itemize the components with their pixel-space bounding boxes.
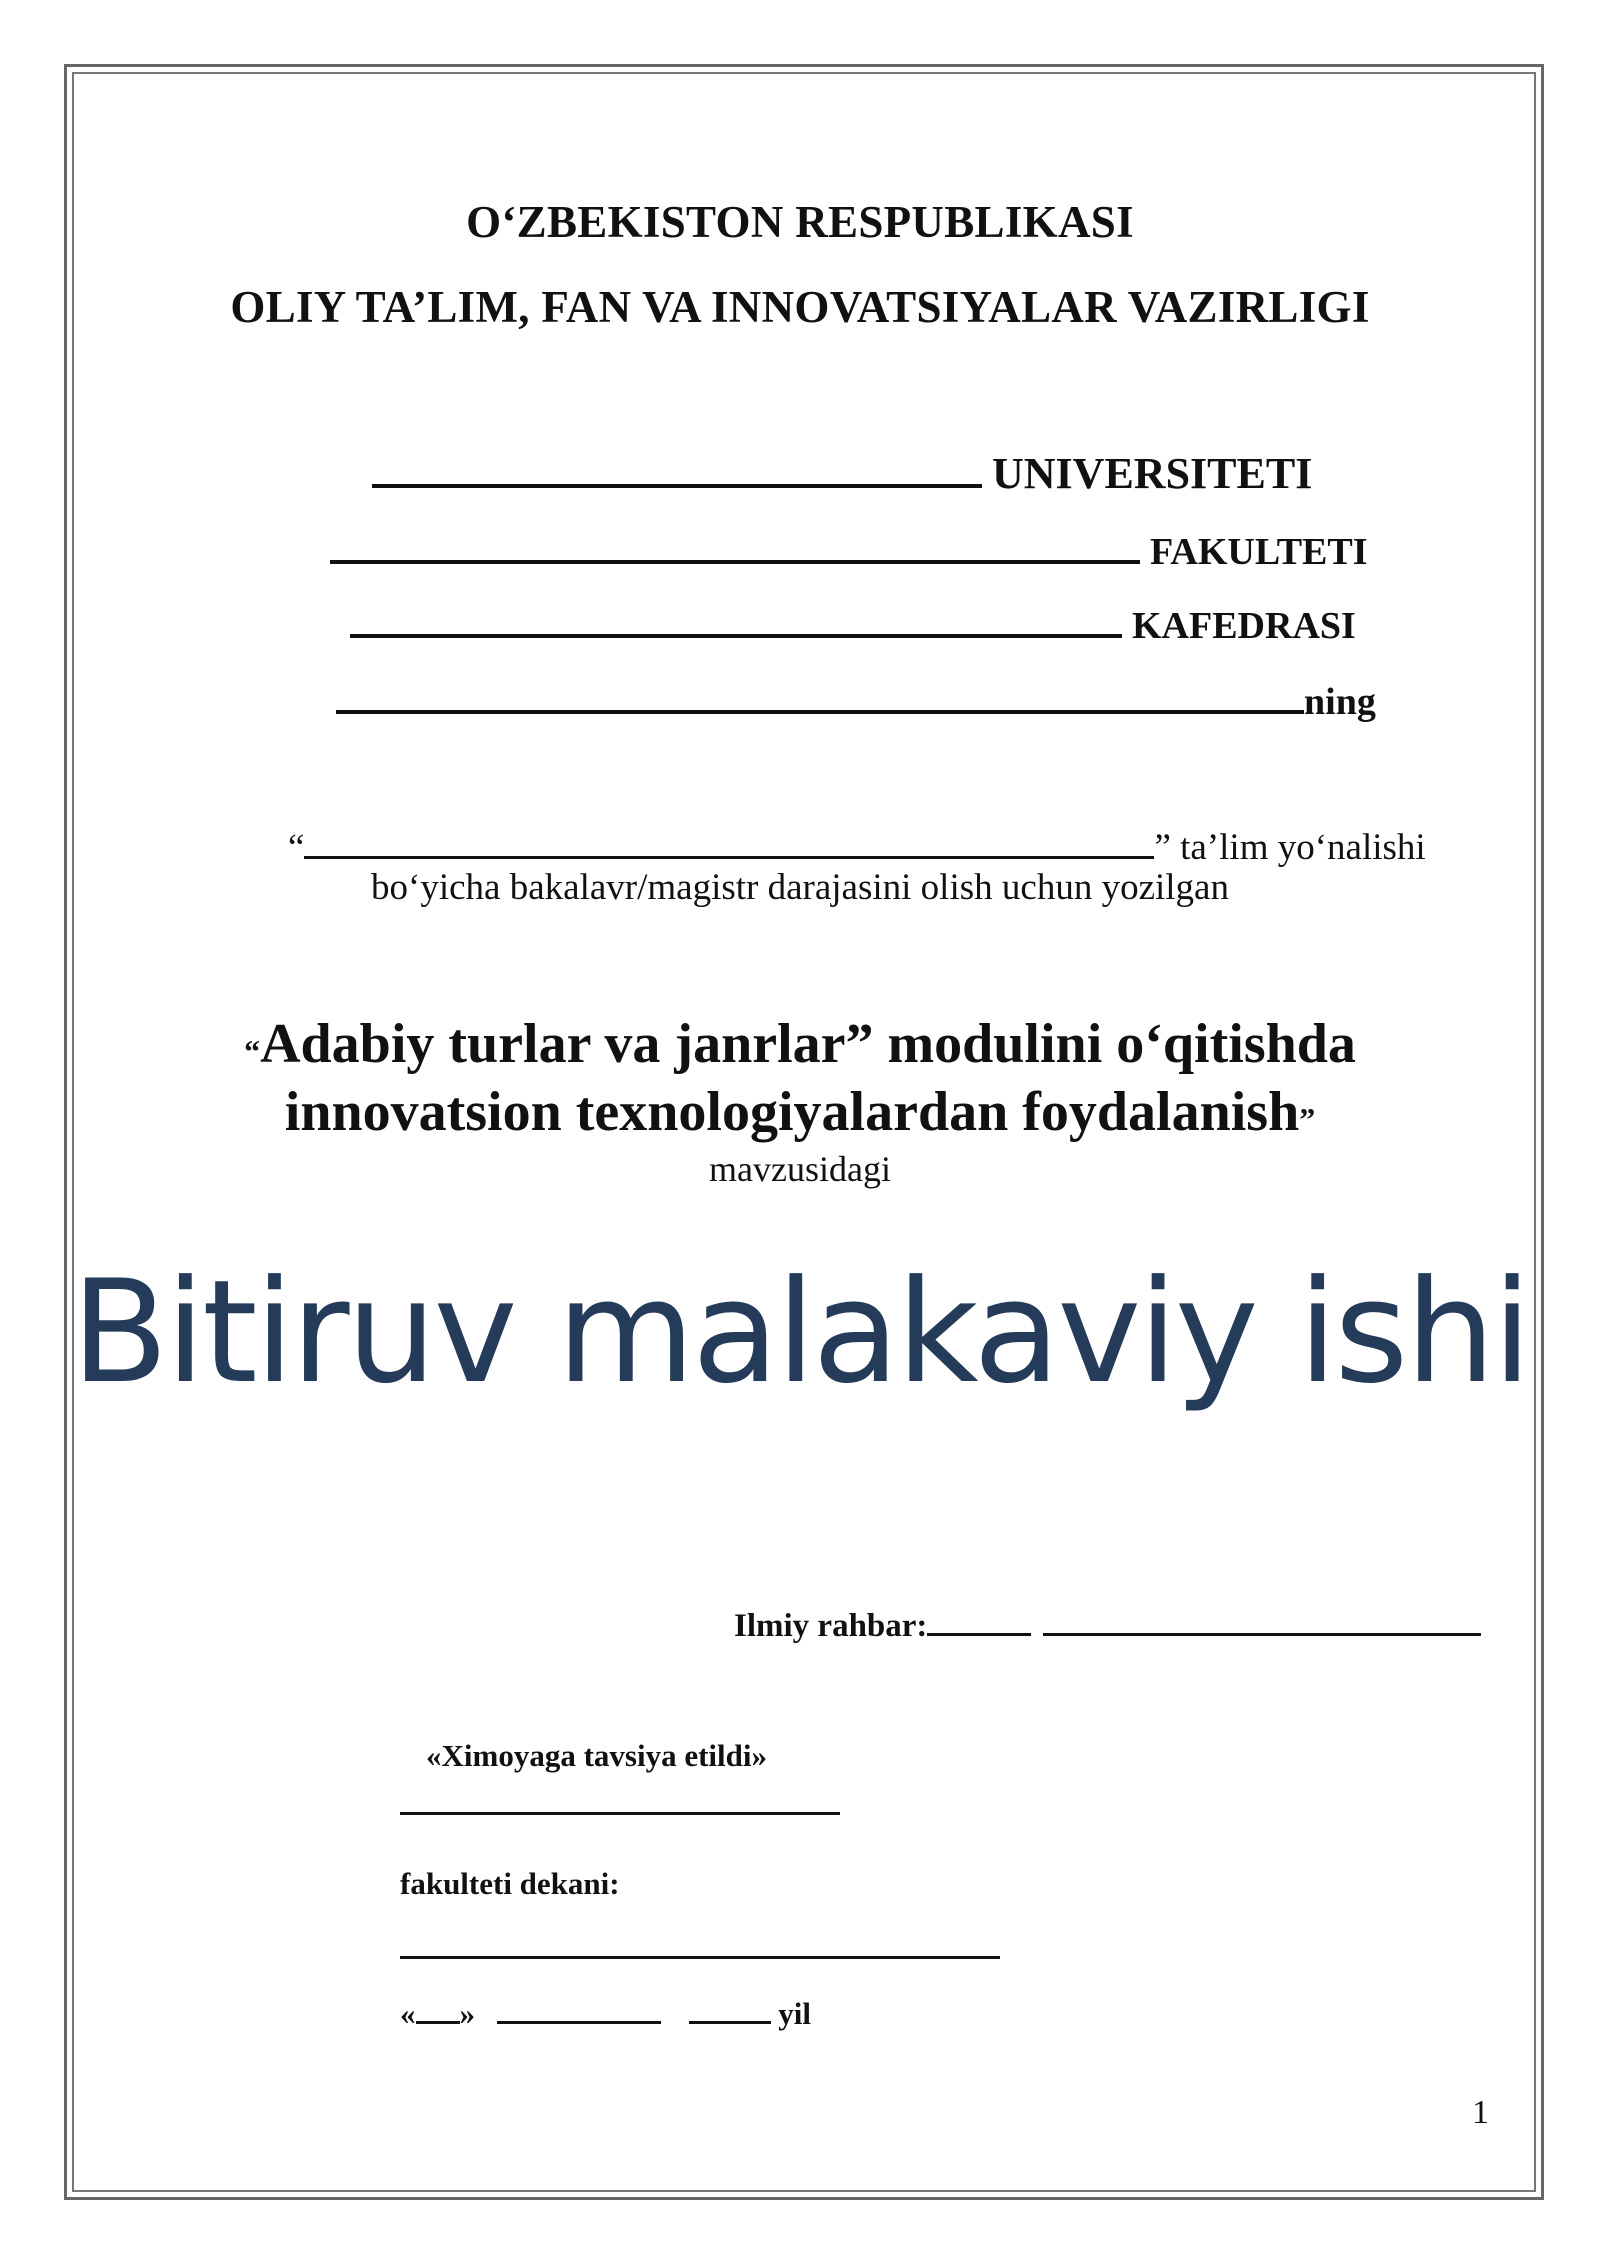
date-month-blank xyxy=(497,2020,661,2024)
university-row xyxy=(372,448,1312,499)
topic-open-quote: “ xyxy=(244,1033,261,1069)
faculty-name-blank xyxy=(400,1812,840,1815)
faculty-label: FAKULTETI xyxy=(1150,531,1368,573)
university-blank xyxy=(372,483,982,488)
university-label: UNIVERSITETI xyxy=(992,449,1313,498)
country-heading: O‘ZBEKISTON RESPUBLIKASI xyxy=(466,197,1134,247)
student-blank xyxy=(336,709,1304,714)
dean-signature-blank xyxy=(400,1956,1000,1959)
direction-open-quote: “ xyxy=(288,827,305,868)
direction-row xyxy=(288,826,1426,869)
direction-label: ” ta’lim yo‘nalishi xyxy=(1154,827,1426,868)
topic-text-1: Adabiy turlar va janrlar” modulini o‘qitishda xyxy=(260,1013,1356,1075)
date-row xyxy=(400,1996,811,2032)
degree-purpose: bo‘yicha bakalavr/magistr darajasini olish uchun yozilgan xyxy=(371,867,1229,908)
student-suffix: ning xyxy=(1304,681,1376,723)
department-label: KAFEDRASI xyxy=(1132,605,1356,647)
topic-subtitle: mavzusidagi xyxy=(709,1149,891,1189)
date-open-quote: « xyxy=(400,1996,416,2031)
date-close-quote: » xyxy=(459,1996,475,2031)
year-label: yil xyxy=(778,1996,811,2031)
dean-label: fakulteti dekani: xyxy=(400,1866,620,1901)
department-row xyxy=(350,604,1356,648)
recommended-label: «Ximoyaga tavsiya etildi» xyxy=(426,1738,767,1773)
faculty-row xyxy=(330,530,1368,574)
student-row xyxy=(336,680,1376,724)
direction-blank xyxy=(304,855,1154,859)
ministry-heading: OLIY TA’LIM, FAN VA INNOVATSIYALAR VAZIRLIGI xyxy=(230,282,1370,332)
department-blank xyxy=(350,633,1122,638)
faculty-blank xyxy=(330,559,1140,564)
work-type-title: Bitiruv malakaviy ishi xyxy=(71,1250,1529,1415)
topic-close-quote: ” xyxy=(1299,1101,1316,1137)
page-number: 1 xyxy=(1472,2094,1489,2131)
supervisor-label: Ilmiy rahbar: xyxy=(734,1608,928,1644)
date-year-blank xyxy=(689,2020,771,2024)
supervisor-row xyxy=(734,1608,1481,1645)
supervisor-blank-long xyxy=(1043,1632,1481,1636)
date-day-blank xyxy=(416,2020,460,2024)
supervisor-blank-short xyxy=(927,1632,1031,1636)
topic-text-2: innovatsion texnologiyalardan foydalanish xyxy=(284,1081,1300,1143)
topic-line-2 xyxy=(0,1078,1600,1153)
topic-line-1 xyxy=(0,1010,1600,1085)
